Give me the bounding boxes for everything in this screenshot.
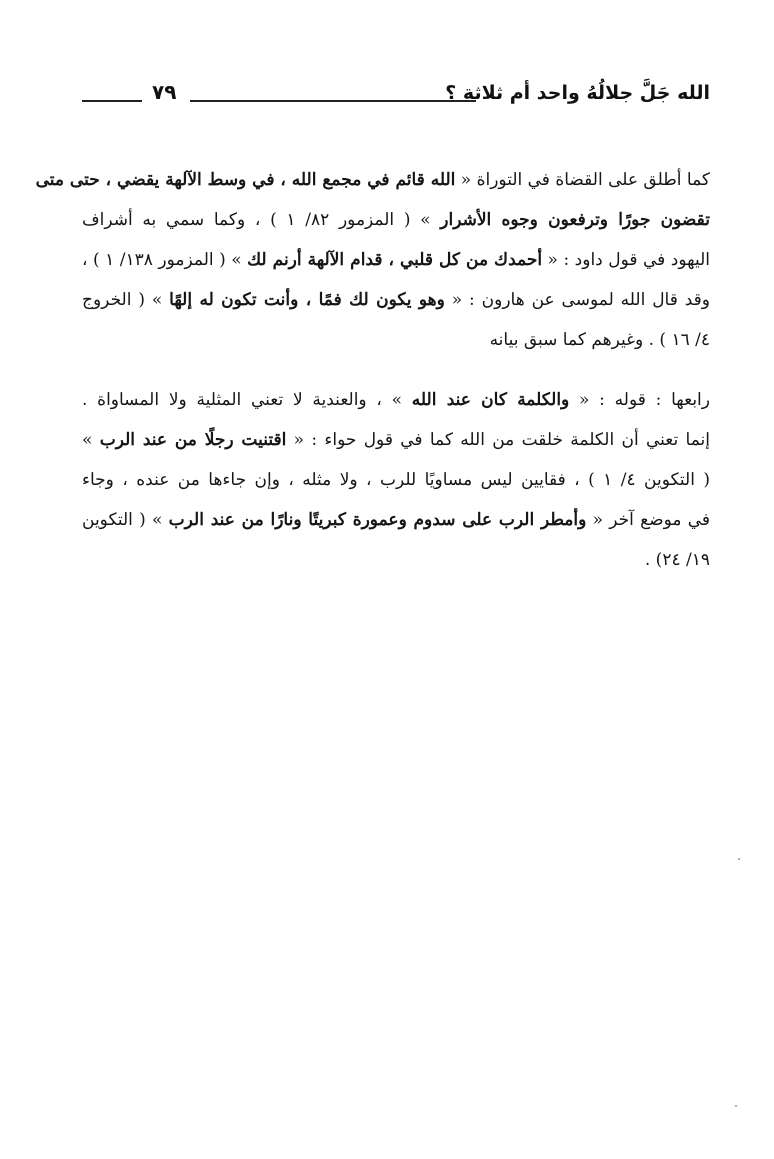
quoted-text-bold: والكلمة كان عند الله [411,390,570,410]
quoted-text-bold: أحمدك من كل قلبي ، قدام الآلهة أرنم لك [247,250,543,270]
paragraph-line [82,200,710,240]
paragraph-line [82,280,710,320]
paragraph-line [82,380,710,420]
text-run: » [82,430,100,450]
text-run: ( التكوين ٤/ ١ ) ، فقايين ليس مساويًا للرب ، ولا مثله ، وإن جاءها من عنده ، وجاء [82,470,710,490]
quoted-text-bold: وأمطر الرب على سدوم وعمورة كبريتًا ونارًا من عند الرب [168,510,587,530]
text-run: إنما تعني أن الكلمة خلقت من الله كما في قول حواء : « [286,430,710,450]
header-rule-left [82,100,142,102]
page-number: ٧٩ [152,80,177,104]
text-run: ٤/ ١٦ ) . وغيرهم كما سبق بيانه [489,330,710,350]
paragraph-line [82,320,710,360]
text-run: اليهود في قول داود : « [542,250,711,270]
paragraph-1 [35,160,711,360]
paragraph-line [82,540,710,580]
text-run: كما أطلق على القضاة في التوراة « [455,170,710,190]
paragraph-line [82,460,710,500]
running-header-title: الله جَلَّ جلالُهُ واحد أم ثلاثة ؟ [445,82,710,104]
text-run: في موضع آخر « [586,510,710,530]
paragraph-line [82,240,710,280]
scan-speck [735,1105,737,1107]
running-header [82,78,710,118]
quoted-text-bold: وهو يكون لك فمًا ، وأنت تكون له إلهًا [169,290,445,310]
text-run: » ، والعندية لا تعني المثلية ولا المساواة . [82,390,412,410]
text-run: ١٩/ ٢٤) . [644,550,710,570]
text-run: وقد قال الله لموسى عن هارون : « [444,290,711,310]
paragraph-2 [82,380,710,580]
text-run: » ( التكوين [82,510,169,530]
text-run: » ( المزمور ١٣٨/ ١ ) ، [82,250,248,270]
quoted-text-bold: تقضون جورًا وترفعون وجوه الأشرار [440,210,711,230]
quoted-text-bold: الله قائم في مجمع الله ، في وسط الآلهة يقضي ، حتى متى [35,170,456,190]
text-run: رابعها : قوله : « [569,390,710,410]
quoted-text-bold: اقتنيت رجلًا من عند الرب [99,430,287,450]
scan-speck [738,858,740,860]
paragraph-line [82,500,710,540]
text-run: » ( المزمور ٨٢/ ١ ) ، وكما سمي به أشراف [82,210,441,230]
text-run: » ( الخروج [82,290,170,310]
paragraph-line [35,160,710,200]
header-rule-right [190,100,476,102]
paragraph-line [82,420,710,460]
